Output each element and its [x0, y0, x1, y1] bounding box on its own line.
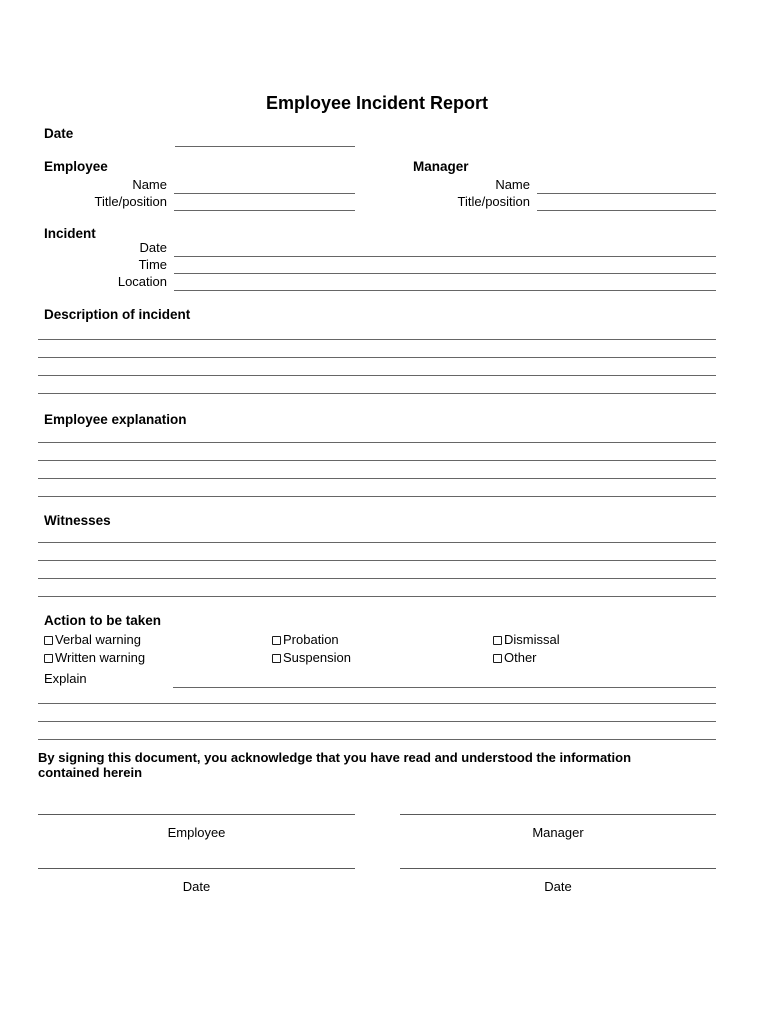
action-option-label: Written warning — [55, 650, 146, 665]
action-option-label: Dismissal — [504, 632, 560, 647]
checkbox-written-warning-icon[interactable] — [44, 654, 53, 663]
incident-heading: Incident — [44, 226, 96, 241]
incident-location-row — [38, 274, 716, 291]
write-line[interactable] — [38, 528, 716, 543]
write-line[interactable] — [38, 722, 716, 740]
incident-time-label: Time — [138, 257, 167, 272]
explain-write-area[interactable] — [38, 688, 716, 740]
employee-name-field-line[interactable] — [174, 189, 355, 194]
employee-signature-block — [38, 814, 355, 840]
report-date-row — [175, 141, 716, 147]
manager-date-caption: Date — [544, 879, 572, 894]
write-line[interactable] — [38, 543, 716, 561]
incident-date-row — [38, 241, 716, 257]
parties-section — [38, 159, 716, 211]
action-options — [44, 631, 716, 667]
action-heading: Action to be taken — [44, 613, 162, 628]
action-option-other[interactable] — [493, 649, 716, 667]
employee-column — [38, 159, 355, 211]
action-option-written-warning[interactable] — [44, 649, 272, 667]
employee-title-row — [38, 194, 355, 211]
manager-name-field-line[interactable] — [537, 189, 716, 194]
signature-date-row — [38, 868, 716, 894]
write-line[interactable] — [38, 688, 716, 704]
incident-date-label: Date — [139, 240, 167, 255]
checkbox-dismissal-icon[interactable] — [493, 636, 502, 645]
write-line[interactable] — [38, 461, 716, 479]
manager-signature-line[interactable] — [400, 814, 716, 815]
manager-date-block — [400, 868, 716, 894]
action-option-label: Suspension — [283, 650, 351, 665]
manager-title-row — [407, 194, 716, 211]
action-option-label: Verbal warning — [55, 632, 141, 647]
manager-heading: Manager — [413, 159, 469, 174]
write-line[interactable] — [38, 443, 716, 461]
manager-column — [407, 159, 716, 211]
write-line[interactable] — [38, 704, 716, 722]
write-line[interactable] — [38, 376, 716, 394]
write-line[interactable] — [38, 340, 716, 358]
manager-date-line[interactable] — [400, 868, 716, 869]
manager-title-field-line[interactable] — [537, 206, 716, 211]
employee-date-caption: Date — [182, 879, 211, 894]
employee-name-row — [38, 174, 355, 194]
manager-name-label: Name — [495, 177, 530, 192]
incident-location-label: Location — [117, 274, 167, 289]
explain-label: Explain — [44, 671, 87, 686]
incident-time-row — [38, 257, 716, 274]
action-option-probation[interactable] — [272, 631, 493, 649]
employee-signature-line[interactable] — [38, 814, 355, 815]
incident-time-field-line[interactable] — [174, 269, 716, 274]
manager-signature-caption: Manager — [532, 825, 584, 840]
explain-field-line[interactable] — [173, 683, 716, 688]
witnesses-heading: Witnesses — [44, 513, 111, 528]
incident-date-field-line[interactable] — [174, 252, 716, 257]
write-line[interactable] — [38, 427, 716, 443]
checkbox-probation-icon[interactable] — [272, 636, 281, 645]
page-title: Employee Incident Report — [265, 93, 489, 113]
employee-title-field-line[interactable] — [174, 206, 355, 211]
employee-title-label: Title/position — [94, 194, 167, 209]
action-option-suspension[interactable] — [272, 649, 493, 667]
checkbox-verbal-warning-icon[interactable] — [44, 636, 53, 645]
checkbox-suspension-icon[interactable] — [272, 654, 281, 663]
incident-location-field-line[interactable] — [174, 286, 716, 291]
explanation-heading: Employee explanation — [44, 412, 187, 427]
write-line[interactable] — [38, 579, 716, 597]
manager-title-label: Title/position — [457, 194, 530, 209]
action-option-verbal-warning[interactable] — [44, 631, 272, 649]
manager-signature-block — [400, 814, 716, 840]
description-heading: Description of incident — [44, 307, 191, 322]
action-option-label: Probation — [283, 632, 339, 647]
manager-name-row — [407, 174, 716, 194]
report-date-field-line[interactable] — [175, 141, 355, 147]
action-option-dismissal[interactable] — [493, 631, 716, 649]
write-line[interactable] — [38, 561, 716, 579]
report-date-heading: Date — [44, 126, 74, 141]
write-line[interactable] — [38, 358, 716, 376]
employee-signature-caption: Employee — [167, 825, 226, 840]
write-line[interactable] — [38, 322, 716, 340]
explain-row — [38, 671, 716, 688]
checkbox-other-icon[interactable] — [493, 654, 502, 663]
employee-date-block — [38, 868, 355, 894]
acknowledgement-text: By signing this document, you acknowledge that you have read and understood the information contained herein — [38, 750, 632, 780]
signature-row — [38, 814, 716, 840]
description-write-area[interactable] — [38, 322, 716, 394]
employee-heading: Employee — [44, 159, 108, 174]
witnesses-write-area[interactable] — [38, 528, 716, 597]
write-line[interactable] — [38, 479, 716, 497]
action-option-label: Other — [504, 650, 537, 665]
explanation-write-area[interactable] — [38, 427, 716, 497]
employee-date-line[interactable] — [38, 868, 355, 869]
employee-name-label: Name — [132, 177, 167, 192]
